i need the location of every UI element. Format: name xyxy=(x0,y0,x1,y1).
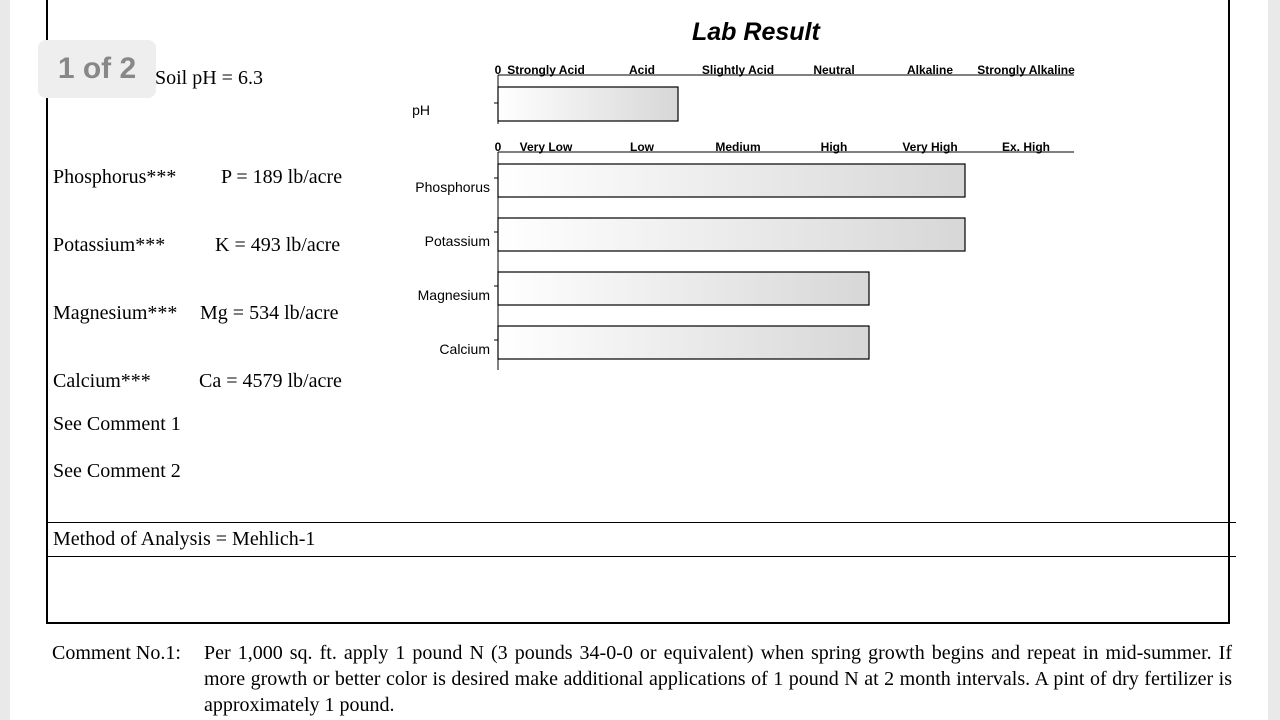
ph-scale-label: Slightly Acid xyxy=(701,63,775,77)
nutrient-scale-zero-label: 0 xyxy=(494,140,502,154)
phosphorus-label: Phosphorus*** xyxy=(53,166,177,188)
nutrient-bar xyxy=(498,272,869,305)
nutrient-bar-category-label: Phosphorus xyxy=(415,179,490,195)
ph-scale-label: Strongly Acid xyxy=(507,63,585,77)
nutrient-scale-label: Low xyxy=(630,140,654,154)
calcium-label: Calcium*** xyxy=(53,370,151,392)
nutrient-bar xyxy=(498,218,965,251)
ph-bar-category-label: pH xyxy=(412,102,430,118)
calcium-value: Ca = 4579 lb/acre xyxy=(199,370,342,392)
chart-title: Lab Result xyxy=(692,18,820,46)
nutrient-bar-category-label: Calcium xyxy=(439,341,490,357)
nutrient-scale-label: Very High xyxy=(902,140,958,154)
comment-1-label: Comment No.1: xyxy=(52,642,181,664)
ph-scale-label: Acid xyxy=(628,63,656,77)
see-comment-1: See Comment 1 xyxy=(53,413,181,435)
soil-ph-result: Soil pH = 6.3 xyxy=(155,67,263,89)
page-indicator-badge: 1 of 2 xyxy=(38,40,156,98)
comment-1-text: Per 1,000 sq. ft. apply 1 pound N (3 pounds 34-0-0 or equivalent) when spring growth begins and repeat in mid-summer. If more growth or better color is desired make additional applications of 1 pound N at 2 month intervals. A pint of dry fertilizer is approximately 1 pound. xyxy=(204,642,1232,716)
method-of-analysis: Method of Analysis = Mehlich-1 xyxy=(53,528,316,550)
ph-bar xyxy=(498,87,678,121)
ph-scale-zero-label: 0 xyxy=(494,63,502,77)
nutrient-scale-label: Ex. High xyxy=(1001,140,1051,154)
magnesium-value: Mg = 534 lb/acre xyxy=(200,302,339,324)
potassium-label: Potassium*** xyxy=(53,234,166,256)
nutrient-bar xyxy=(498,326,869,359)
nutrient-bar-category-label: Potassium xyxy=(424,233,490,249)
phosphorus-value: P = 189 lb/acre xyxy=(221,166,343,188)
nutrient-bar xyxy=(498,164,965,197)
ph-scale-label: Neutral xyxy=(813,63,855,77)
ph-scale-label: Strongly Alkaline xyxy=(977,63,1075,77)
nutrient-scale-label: High xyxy=(820,140,848,154)
nutrient-bar-category-label: Magnesium xyxy=(417,287,490,303)
nutrient-scale-label: Very Low xyxy=(519,140,573,154)
potassium-value: K = 493 lb/acre xyxy=(215,234,341,256)
ph-scale-label: Alkaline xyxy=(906,63,954,77)
nutrient-scale-label: Medium xyxy=(715,140,761,154)
see-comment-2: See Comment 2 xyxy=(53,460,181,482)
magnesium-label: Magnesium*** xyxy=(53,302,178,324)
